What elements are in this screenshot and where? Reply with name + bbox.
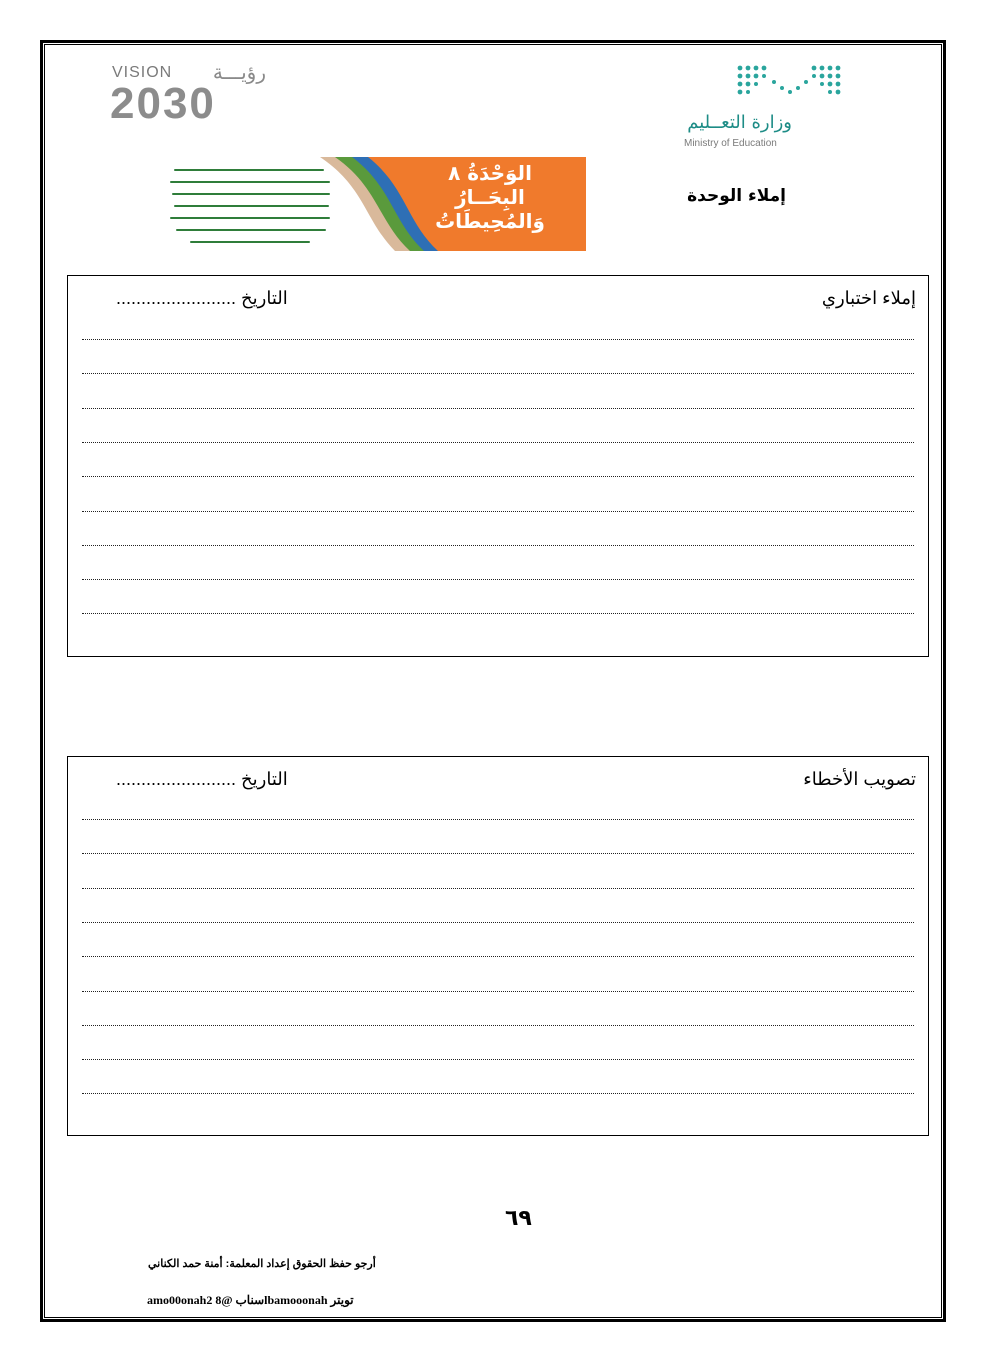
writing-line[interactable] [82,511,914,512]
writing-line[interactable] [82,339,914,340]
section-heading: تصويب الأخطاء [803,769,916,789]
ministry-of-education-logo [684,62,844,154]
vision-arabic-label: رؤيـــة [212,60,266,84]
writing-line[interactable] [82,922,914,923]
ministry-dots-icon [734,62,844,102]
vision-year: 2030 [110,79,216,128]
writing-line[interactable] [82,1093,914,1094]
page-number: ٦٩ [505,1206,532,1231]
error-correction-box [67,756,929,1136]
ministry-arabic-name: وزارة التعــليم [687,112,792,133]
writing-line[interactable] [82,408,914,409]
writing-line[interactable] [82,613,914,614]
writing-line[interactable] [82,991,914,992]
writing-line[interactable] [82,1025,914,1026]
writing-line[interactable] [82,888,914,889]
banner-unit-number: الوَحْدَةُ ٨ [448,161,532,185]
writing-line[interactable] [82,579,914,580]
writing-line[interactable] [82,1059,914,1060]
social-handles: amo00onah2 سناب @8lbamooonah تويتر [147,1293,354,1307]
writing-line[interactable] [82,956,914,957]
vision-label: VISION [112,64,173,81]
writing-line[interactable] [82,819,914,820]
writing-line[interactable] [82,545,914,546]
date-field[interactable]: التاريخ ........................ [116,288,288,308]
unit-banner [160,157,586,251]
writing-line[interactable] [82,442,914,443]
quran-verse-calligraphy [160,157,360,251]
page-title: إملاء الوحدة [687,186,786,206]
banner-unit-name-1: البِحَــارُ [455,185,525,209]
banner-unit-title [410,161,570,233]
writing-line[interactable] [82,853,914,854]
date-field[interactable]: التاريخ ........................ [116,769,288,789]
vision-2030-logo [110,60,270,128]
ministry-english-name: Ministry of Education [684,138,777,149]
banner-unit-name-2: وَالمُحِيطَاتُ [435,209,545,233]
writing-line[interactable] [82,373,914,374]
writing-line[interactable] [82,476,914,477]
section-heading: إملاء اختباري [821,288,916,308]
dictation-test-box [67,275,929,657]
author-credit: أرجو حفظ الحقوق إعداد المعلمة: أمنة حمد الكناني [148,1258,376,1270]
